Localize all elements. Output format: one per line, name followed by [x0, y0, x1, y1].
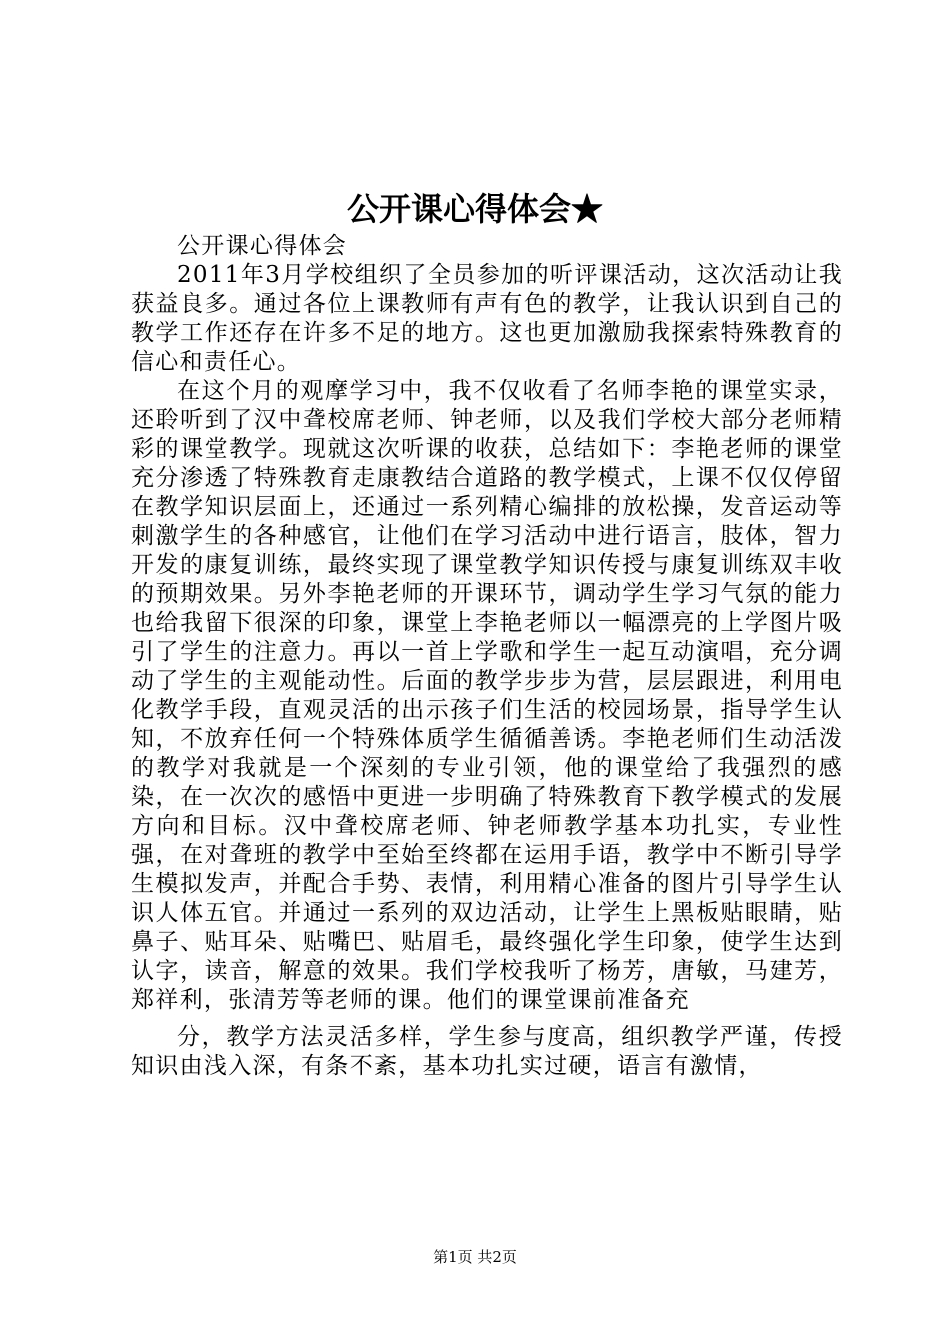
paragraph-continuation: 分，教学方法灵活多样，学生参与度高，组织教学严谨，传授知识由浅入深，有条不紊，基本功扎实过硬，语言有激情，	[131, 1024, 843, 1079]
page-footer: 第1页 共2页	[433, 1248, 517, 1266]
paragraph-observation: 在这个月的观摩学习中，我不仅收看了名师李艳的课堂实录，还聆听到了汉中聋校席老师、钟老师，以及我们学校大部分老师精彩的课堂教学。现就这次听课的收获，总结如下：李艳老师的课堂充分渗透了特殊教育走康教结合道路的教学模式，上课不仅仅停留在教学知识层面上，还通过一系列精心编排的放松操，发音运动等刺激学生的各种感官，让他们在学习活动中进行语言，肢体，智力开发的康复训练，最终实现了课堂教学知识传授与康复训练双丰收的预期效果。另外李艳老师的开课环节，调动学生学习气氛的能力也给我留下很深的印象，课堂上李艳老师以一幅漂亮的上学图片吸引了学生的注意力。再以一首上学歌和学生一起互动演唱，充分调动了学生的主观能动性。后面的教学步步为营，层层跟进，利用电化教学手段，直观灵活的出示孩子们生活的校园场景，指导学生认知，不放弃任何一个特殊体质学生循循善诱。李艳老师们生动活泼的教学对我就是一个深刻的专业引领，他的课堂给了我强烈的感染，在一次次的感悟中更进一步明确了特殊教育下教学模式的发展方向和目标。汉中聋校席老师、钟老师教学基本功扎实，专业性强，在对聋班的教学中至始至终都在运用手语，教学中不断引导学生模拟发声，并配合手势、表情，利用精心准备的图片引导学生认识人体五官。并通过一系列的双边活动，让学生上黑板贴眼睛，贴鼻子、贴耳朵、贴嘴巴、贴眉毛，最终强化学生印象，使学生达到认字，读音，解意的效果。我们学校我听了杨芳，唐敏，马建芳，郑祥利，张清芳等老师的课。他们的课堂课前准备充	[131, 378, 843, 1013]
document-title: 公开课心得体会★	[346, 190, 603, 228]
paragraph-intro: 2011年3月学校组织了全员参加的听评课活动，这次活动让我获益良多。通过各位上课教师有声有色的教学，让我认识到自己的教学工作还存在许多不足的地方。这也更加激励我探索特殊教育的信心和责任心。	[131, 262, 843, 375]
subtitle-paragraph: 公开课心得体会	[177, 233, 348, 259]
document-body	[131, 232, 843, 1081]
